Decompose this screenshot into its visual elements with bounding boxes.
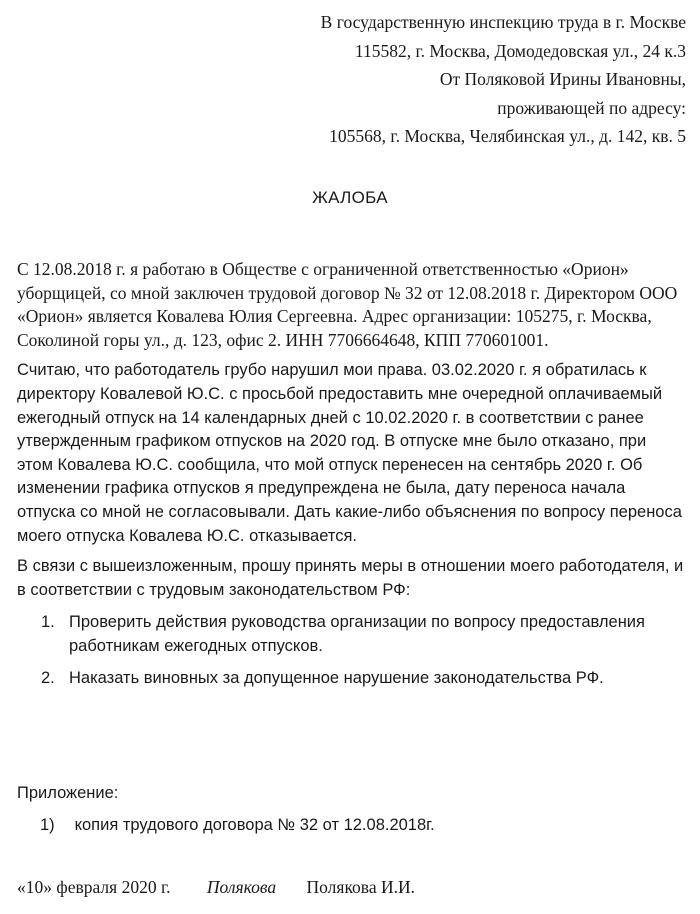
attachment-item <box>40 816 435 835</box>
sender-address: 105568, г. Москва, Челябинская ул., д. 142, кв. 5 <box>329 126 686 146</box>
document-title: ЖАЛОБА <box>312 188 388 207</box>
document-date: «10» февраля 2020 г. <box>17 877 171 897</box>
attachment-text: копия трудового договора № 32 от 12.08.2018г. <box>74 816 435 834</box>
paragraph-request: В связи с вышеизложенным, прошу принять меры в отношении моего работодателя, и в соответствии с трудовым законодательством РФ: <box>17 557 684 599</box>
document-body <box>17 258 685 698</box>
sender-line-1: От Поляковой Ирины Ивановны, <box>439 69 686 89</box>
addressee-block <box>321 8 686 151</box>
list-item <box>17 611 685 658</box>
addressee-line-2: 115582, г. Москва, Домодедовская ул., 24 к.3 <box>354 40 686 61</box>
signature-line <box>17 877 415 898</box>
list-item-number: 2. <box>41 668 55 687</box>
list-item-number: 1. <box>41 613 55 632</box>
attachment-number: 1) <box>40 816 55 834</box>
paragraph-violation: Считаю, что работодатель грубо нарушил мои права. 03.02.2020 г. я обратилась к директору Ковалевой Ю.С. с просьбой предоставить мне очередной оплачиваемый ежегодный отпуск на 14 календарных дней с 10.02.2020 г. в соответствии с ранее утвержденным графиком отпусков на 2020 год. В отпуске мне было отказано, при этом Ковалева Ю.С. сообщила, что мой отпуск перенесен на сентябрь 2020 г. Об изменении графика отпусков я предупреждена не была, дату переноса начала отпуска со мной не согласовывали. Дать какие-либо объяснения по вопросу переноса моего отпуска Ковалева Ю.С. отказывается. <box>17 361 682 545</box>
signer-name: Полякова И.И. <box>306 877 416 897</box>
list-item-text: Наказать виновных за допущенное нарушение законодательства РФ. <box>69 668 604 687</box>
addressee-line-1: В государственную инспекцию труда в г. Москве <box>320 12 686 32</box>
sender-line-2: проживающей по адресу: <box>497 97 686 118</box>
attachments-label: Приложение: <box>17 784 119 802</box>
request-list <box>17 611 685 690</box>
list-item-text: Проверить действия руководства организации по вопросу предоставления работникам ежегодных отпусков. <box>69 613 645 655</box>
paragraph-employment: С 12.08.2018 г. я работаю в Обществе с ограниченной ответственностью «Орион» уборщицей, со мной заключен трудовой договор № 32 от 12.08.2018 г. Директором ООО «Орион» является Ковалева Юлия Сергеевна. Адрес организации: 105275, г. Москва, Соколиной горы ул., д. 123, офис 2. ИНН 7706664648, КПП 770601001. <box>17 259 678 350</box>
handwritten-signature: Полякова <box>206 877 277 897</box>
list-item <box>17 667 685 691</box>
